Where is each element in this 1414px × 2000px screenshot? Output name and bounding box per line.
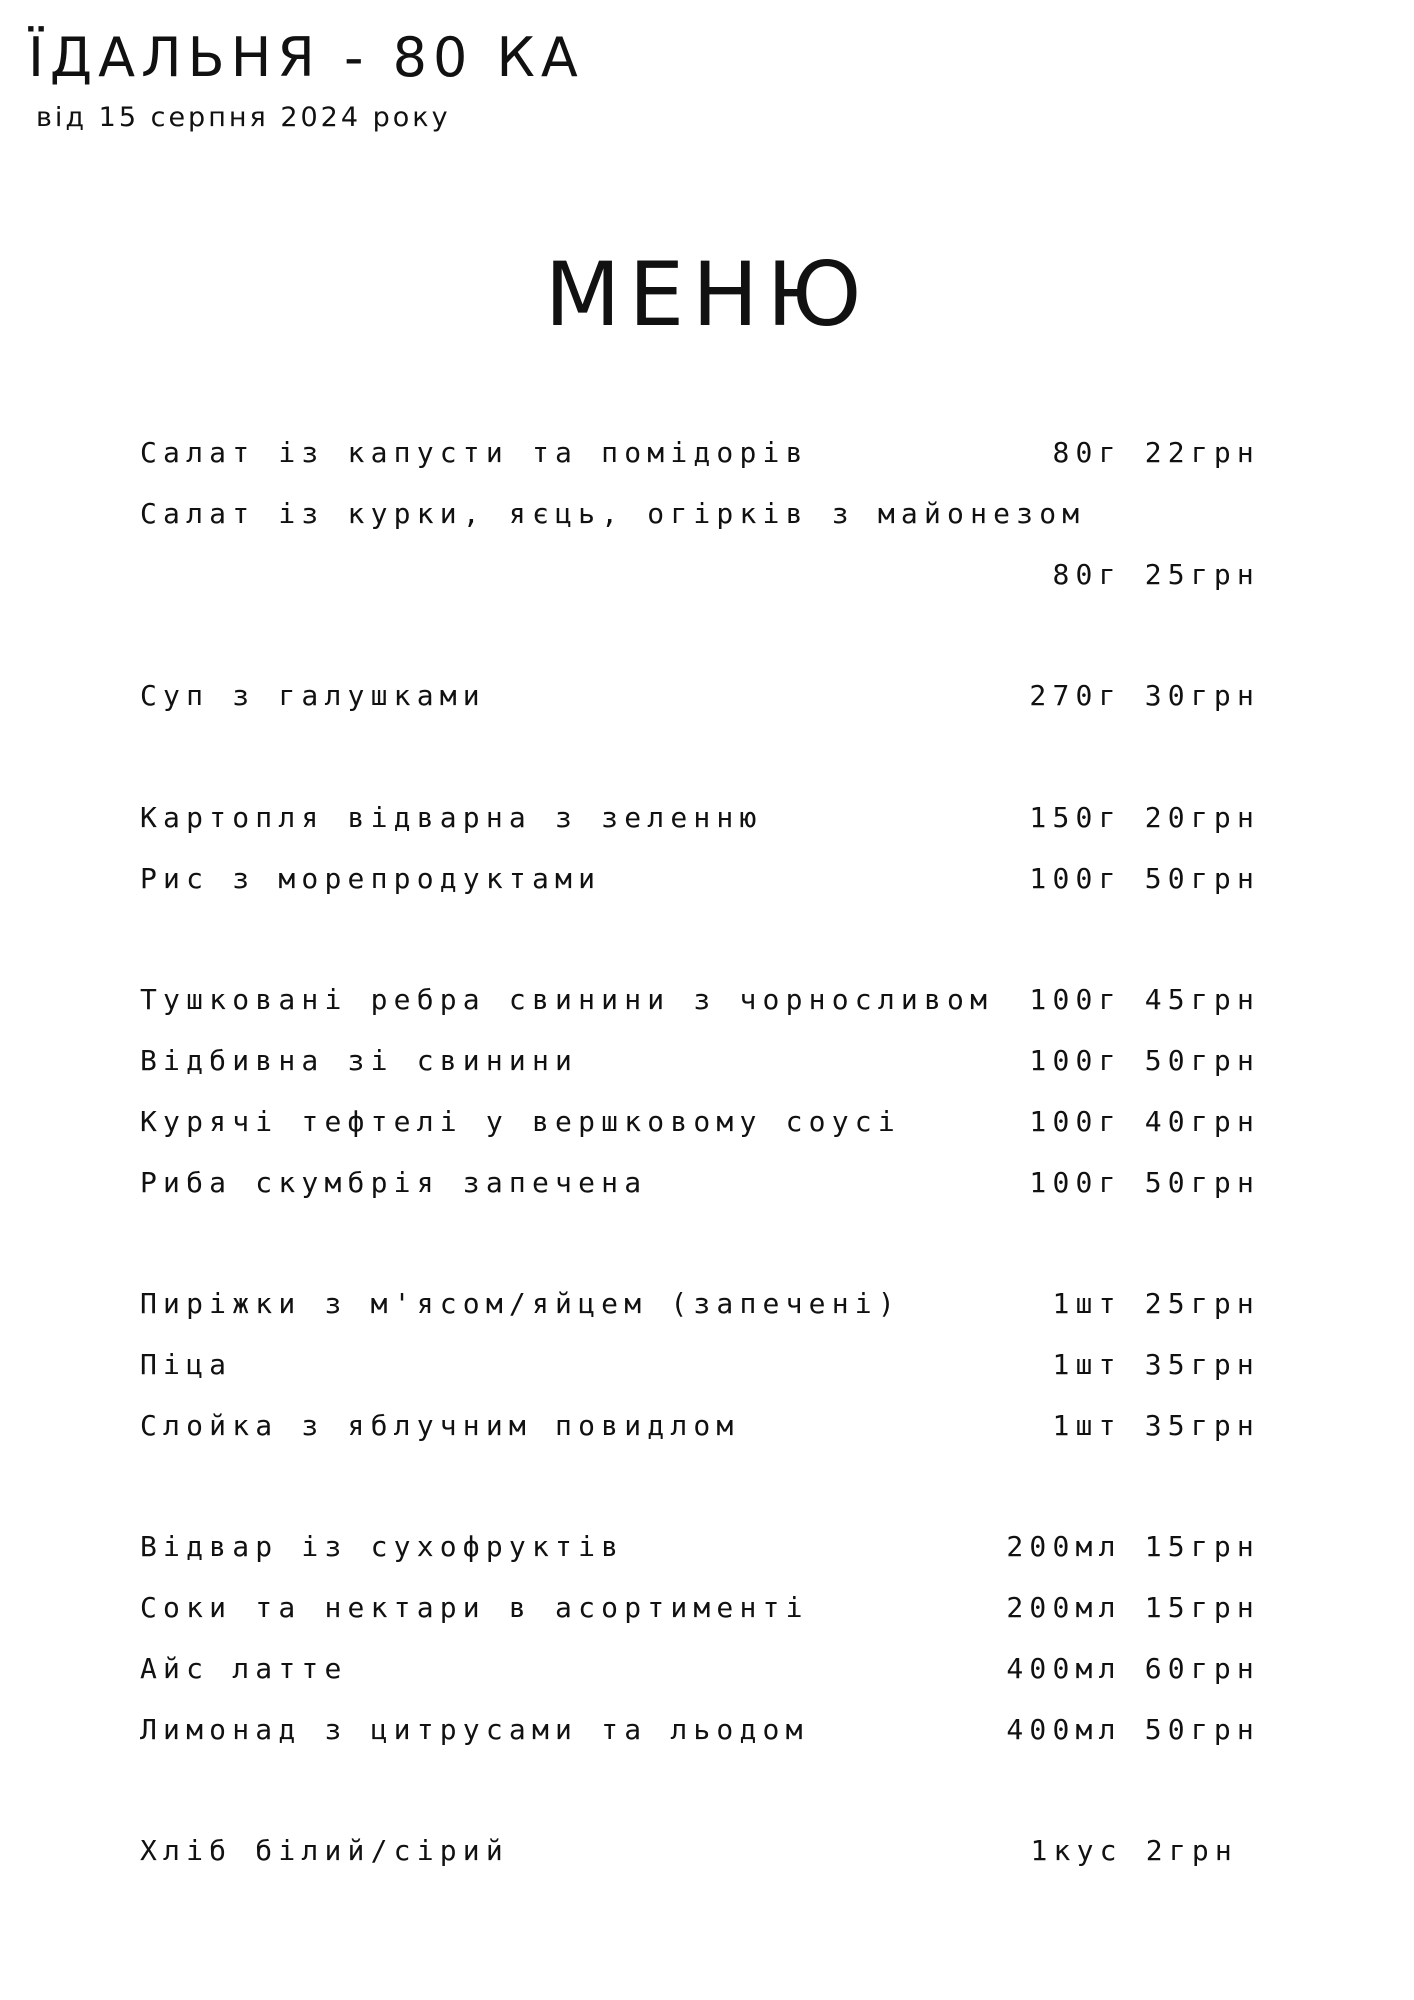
menu-item	[140, 484, 1260, 545]
menu-item-name: Лимонад з цитрусами та льодом	[140, 1712, 809, 1746]
menu-item	[140, 1517, 1260, 1578]
menu-item-name: Салат із капусти та помідорів	[140, 436, 809, 469]
menu-item-name: Відвар із сухофруктів	[140, 1530, 625, 1564]
menu-item	[140, 423, 1260, 484]
menu-item-price: 100г 45грн	[1029, 983, 1260, 1017]
menu-item	[140, 1396, 1260, 1457]
group-spacer	[140, 605, 1260, 666]
menu-item	[140, 1153, 1260, 1214]
menu-item-name: Салат із курки, яєць, огірків з майонезом	[140, 496, 1086, 530]
menu-item-price: 200мл 15грн	[1006, 1530, 1260, 1564]
page-title: ЇДАЛЬНЯ - 80 КА	[28, 26, 584, 89]
menu-item-name: Рис з морепродуктами	[140, 861, 602, 895]
menu-item-name: Картопля відварна з зеленню	[140, 800, 763, 834]
menu-item-name: Слойка з яблучним повидлом	[140, 1408, 740, 1442]
menu-item-price: 80г 25грн	[1052, 557, 1260, 591]
group-spacer	[140, 727, 1260, 788]
menu-item-price: 100г 50грн	[1029, 1043, 1260, 1077]
menu-item-name: Айс латте	[140, 1651, 348, 1685]
menu-item-price: 270г 30грн	[1029, 679, 1260, 713]
menu-item-name: Риба скумбрія запечена	[140, 1165, 648, 1199]
menu-item	[140, 849, 1260, 910]
menu-item-price: 1шт 25грн	[1052, 1287, 1260, 1321]
menu-item	[140, 1700, 1260, 1761]
menu-item-price: 80г 22грн	[1052, 436, 1260, 469]
menu-item-name: Пиріжки з м'ясом/яйцем (запечені)	[140, 1287, 901, 1321]
menu-item-price: 400мл 50грн	[1006, 1712, 1260, 1746]
menu-item	[140, 1821, 1260, 1882]
menu-item-price: 100г 50грн	[1029, 1165, 1260, 1199]
menu-item-name: Суп з галушками	[140, 679, 486, 713]
menu-item-price: 400мл 60грн	[1006, 1651, 1260, 1685]
menu-item-name: Піца	[140, 1347, 233, 1381]
menu-item	[140, 1335, 1260, 1396]
menu-item-price: 200мл 15грн	[1006, 1591, 1260, 1625]
menu-item-price: 150г 20грн	[1029, 800, 1260, 834]
menu-item	[140, 970, 1260, 1031]
menu-item-name: Курячі тефтелі у вершковому соусі	[140, 1104, 901, 1138]
group-spacer	[140, 1457, 1260, 1518]
date-subtitle: від 15 серпня 2024 року	[36, 102, 451, 133]
menu-item-name: Відбивна зі свинини	[140, 1043, 579, 1077]
group-spacer	[140, 909, 1260, 970]
menu-item	[140, 1092, 1260, 1153]
menu-item-price-row	[140, 545, 1260, 606]
menu-list	[140, 423, 1260, 1882]
menu-item-price: 1кус 2грн	[1030, 1834, 1238, 1868]
menu-item-name: Тушковані ребра свинини з чорносливом	[140, 983, 994, 1017]
group-spacer	[140, 1761, 1260, 1822]
menu-item-price: 1шт 35грн	[1052, 1347, 1260, 1381]
menu-item	[140, 1639, 1260, 1700]
menu-item-price: 1шт 35грн	[1052, 1408, 1260, 1442]
menu-item	[140, 788, 1260, 849]
menu-item-price: 100г 50грн	[1029, 861, 1260, 895]
menu-item	[140, 1274, 1260, 1335]
menu-item	[140, 666, 1260, 727]
menu-item-name: Хліб білий/сірий	[140, 1834, 509, 1868]
group-spacer	[140, 1213, 1260, 1274]
menu-heading: МЕНЮ	[544, 243, 870, 346]
menu-item	[140, 1031, 1260, 1092]
menu-item-price: 100г 40грн	[1029, 1104, 1260, 1138]
menu-item-name: Соки та нектари в асортименті	[140, 1591, 809, 1625]
menu-item	[140, 1578, 1260, 1639]
